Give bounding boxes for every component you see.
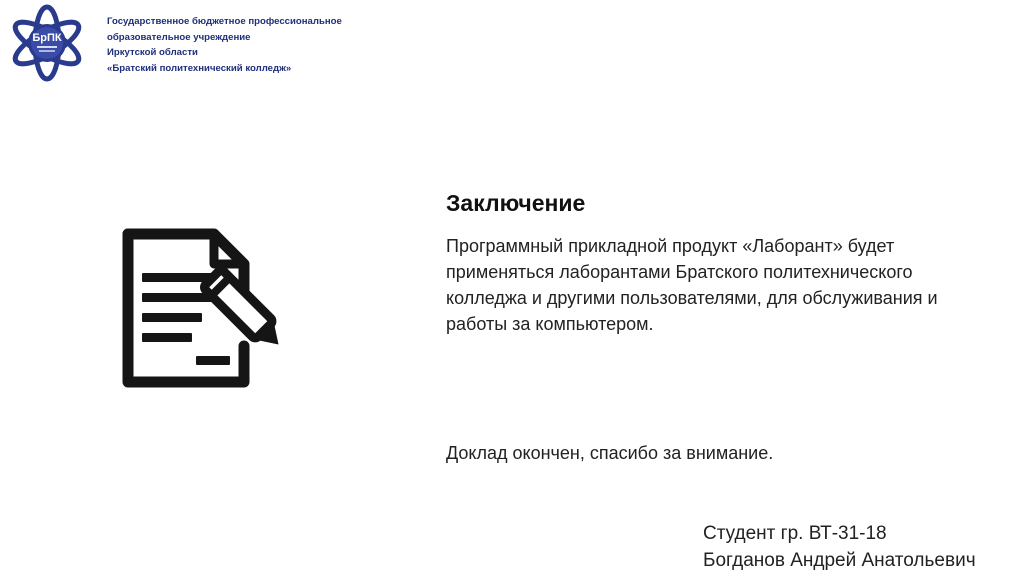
paragraph-line: колледжа и другими пользователями, для обслуживания и [446,288,938,308]
author-block [703,520,976,574]
paragraph-line: применяться лаборантами Братского политехнического [446,262,913,282]
logo-text: БрПК [32,32,62,44]
institution-line: Государственное бюджетное профессиональное [107,16,342,27]
slide-title: Заключение [446,190,586,216]
institution-line: «Братский политехнический колледж» [107,62,292,74]
author-group: Студент гр. ВТ-31-18 [703,523,887,544]
paragraph-line: работы за компьютером. [446,314,654,334]
paragraph-line: Программный прикладной продукт «Лаборант» будет [446,236,895,256]
closing-remark: Доклад окончен, спасибо за внимание. [446,443,774,463]
conclusion-paragraph [446,233,1006,337]
author-name: Богданов Андрей Анатольевич [703,550,976,571]
institution-name [107,14,407,76]
document-with-pen-icon [118,224,294,394]
institution-line: образовательное учреждение [107,31,251,43]
college-logo [6,2,88,82]
institution-line: Иркутской области [107,47,198,58]
